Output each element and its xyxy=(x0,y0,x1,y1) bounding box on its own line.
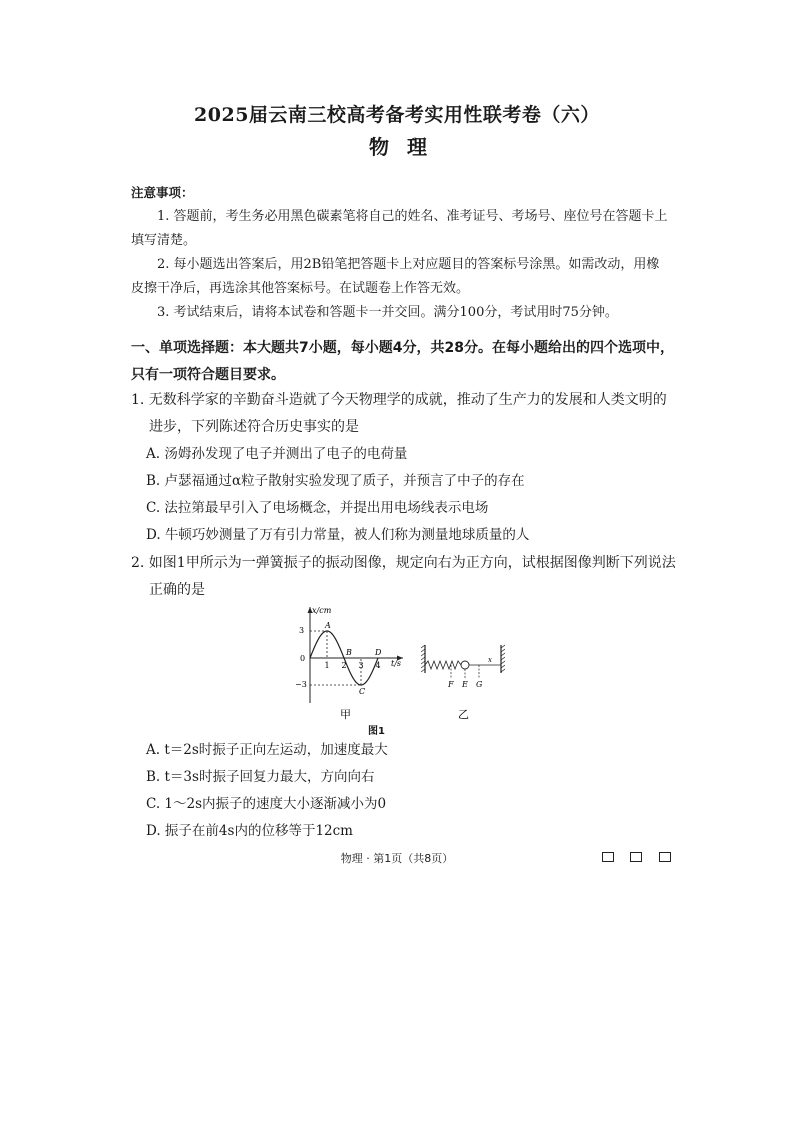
question-stem: 1. 无数科学家的辛勤奋斗造就了今天物理学的成就，推动了生产力的发展和人类文明的进步，下列陈述符合历史事实的是 xyxy=(131,392,667,435)
xt-graph xyxy=(295,606,403,721)
option-1a: A. 汤姆孙发现了电子并测出了电子的电荷量 xyxy=(146,446,408,462)
point-f-label: F xyxy=(448,680,454,689)
notice-item: 2. 每小题选出答案后，用2B铅笔把答题卡上对应题目的答案标号涂黑。如需改动，用橡皮擦干净后，再选涂其他答案标号。在试题卷上作答无效。 xyxy=(131,257,660,296)
exam-title: 2025届云南三校高考备考实用性联考卷（六） xyxy=(194,104,600,126)
option-2b: B. t＝3s时振子回复力最大，方向向右 xyxy=(146,769,375,785)
panel-b-label: 乙 xyxy=(458,708,469,721)
answer-box-icon xyxy=(659,852,671,862)
notice-item: 1. 答题前，考生务必用黑色碳素笔将自己的姓名、准考证号、考场号、座位号在答题卡上填写清楚。 xyxy=(131,209,668,248)
point-c-label: C xyxy=(359,687,366,696)
question-stem: 2. 如图1甲所示为一弹簧振子的振动图像，规定向右为正方向，试根据图像判断下列说法正确的是 xyxy=(131,555,676,598)
x-tick-label: 3 xyxy=(358,661,364,670)
question-1 xyxy=(131,387,676,441)
notice-heading: 注意事项： xyxy=(131,185,194,200)
option-2c: C. 1～2s内振子的速度大小逐渐减小为0 xyxy=(146,796,387,812)
y-tick-label: 0 xyxy=(300,654,306,663)
point-b-label: B xyxy=(346,648,352,657)
option-2d: D. 振子在前4s内的位移等于12cm xyxy=(146,823,353,839)
x-tick-label: 2 xyxy=(341,661,347,670)
question-2 xyxy=(131,550,676,604)
option-1d: D. 牛顿巧妙测量了万有引力常量，被人们称为测量地球质量的人 xyxy=(146,527,530,543)
x-axis-label: t/s xyxy=(391,659,402,668)
spring-diagram xyxy=(421,645,505,721)
notice-list xyxy=(131,205,671,325)
x-tick-label: 4 xyxy=(375,661,381,670)
answer-box-icon xyxy=(630,852,642,862)
y-tick-label: −3 xyxy=(295,680,307,689)
point-d-label: D xyxy=(375,648,382,657)
exam-subject: 物理 xyxy=(369,135,445,159)
answer-box-icon xyxy=(602,852,614,862)
page-footer: 物理 · 第1页（共8页） xyxy=(340,852,454,865)
figure-1 xyxy=(285,603,505,721)
option-1c: C. 法拉第最早引入了电场概念，并提出用电场线表示电场 xyxy=(146,500,489,516)
right-wall-hatch xyxy=(501,645,505,672)
spring-coil xyxy=(425,661,461,669)
oscillator-ball xyxy=(461,661,469,669)
y-axis-label: x/cm xyxy=(312,606,332,615)
spring-axis-label: x xyxy=(488,656,492,664)
option-2a: A. t＝2s时振子正向左运动，加速度最大 xyxy=(146,742,388,758)
point-g-label: G xyxy=(476,680,483,689)
option-1b: B. 卢瑟福通过α粒子散射实验发现了质子，并预言了中子的存在 xyxy=(146,473,525,489)
point-e-label: E xyxy=(462,680,468,689)
y-tick-label: 3 xyxy=(299,626,305,635)
panel-a-label: 甲 xyxy=(340,708,351,721)
notice-item: 3. 考试结束后，请将本试卷和答题卡一并交回。满分100分，考试用时75分钟。 xyxy=(157,305,618,320)
figure-caption: 图1 xyxy=(368,726,385,737)
point-a-label: A xyxy=(325,621,331,630)
x-tick-label: 1 xyxy=(324,661,330,670)
section-heading: 一、单项选择题：本大题共7小题，每小题4分，共28分。在每小题给出的四个选项中，只有一项符合题目要求。 xyxy=(131,340,674,383)
